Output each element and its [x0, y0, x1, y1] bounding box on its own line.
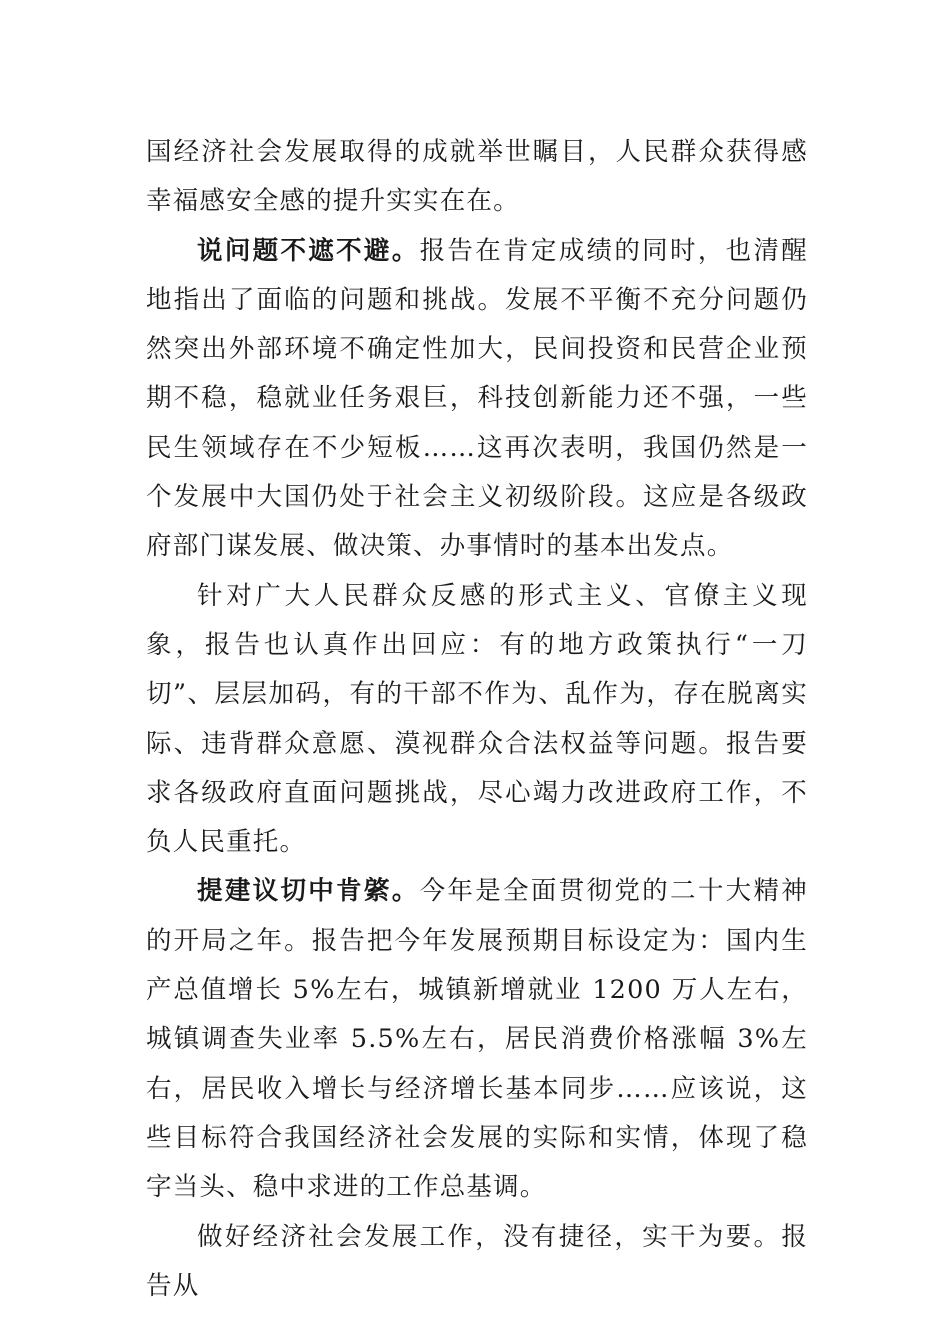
paragraph-lead: 说问题不遮不避。 — [197, 235, 420, 266]
paragraph-2 — [146, 227, 808, 572]
paragraph-5 — [146, 1213, 808, 1312]
paragraph-text: 国经济社会发展取得的成就举世瞩目，人民群众获得感幸福感安全感的提升实实在在。 — [146, 137, 808, 217]
paragraph-3 — [146, 572, 808, 868]
paragraph-1 — [146, 128, 808, 227]
paragraph-text: 报告在肯定成绩的同时，也清醒地指出了面临的问题和挑战。发展不平衡不充分问题仍然突出外部环境不确定性加大，民间投资和民营企业预期不稳，稳就业任务艰巨，科技创新能力还不强，一些民生领域存在不少短板……这再次表明，我国仍然是一个发展中大国仍处于社会主义初级阶段。这应是各级政府部门谋发展、做决策、办事情时的基本出发点。 — [146, 235, 808, 562]
paragraph-text: 做好经济社会发展工作，没有捷径，实干为要。报告从 — [146, 1221, 808, 1301]
body-text — [146, 128, 808, 1311]
paragraph-lead: 提建议切中肯綮。 — [197, 876, 420, 907]
paragraph-text: 今年是全面贯彻党的二十大精神的开局之年。报告把今年发展预期目标设定为：国内生产总值增长 5%左右，城镇新增就业 1200 万人左右，城镇调查失业率 5.5%左右，居民消费价格涨幅 3%左右，居民收入增长与经济增长基本同步……应该说，这些目标符合我国经济社会发展的实际和实情，体现了稳字当头、稳中求进的工作总基调。 — [146, 876, 808, 1203]
paragraph-4 — [146, 867, 808, 1212]
paragraph-text: 针对广大人民群众反感的形式主义、官僚主义现象，报告也认真作出回应：有的地方政策执行“一刀切”、层层加码，有的干部不作为、乱作为，存在脱离实际、违背群众意愿、漠视群众合法权益等问题。报告要求各级政府直面问题挑战，尽心竭力改进政府工作，不负人民重托。 — [146, 580, 808, 858]
